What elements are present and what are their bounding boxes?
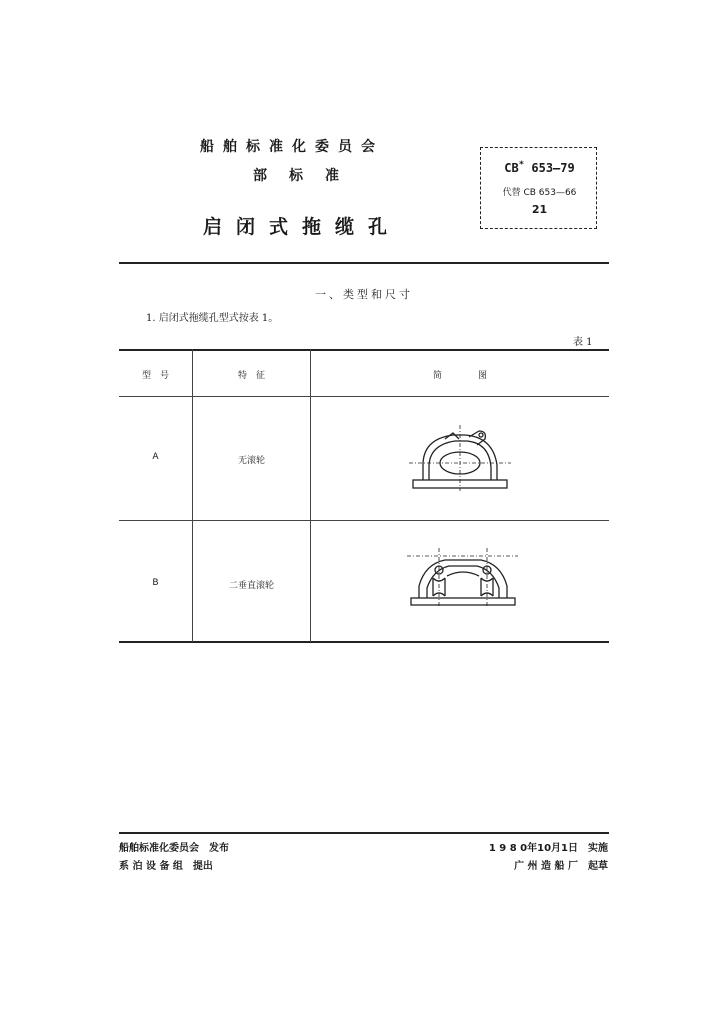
fairlead-two-vertical-rollers-icon — [405, 548, 520, 613]
fairlead-no-roller-icon — [405, 425, 515, 495]
header-rule — [119, 262, 609, 264]
clause-text: 1. 启闭式拖缆孔型式按表 1。 — [146, 313, 279, 324]
standard-code: CB* 653—79 — [504, 160, 575, 175]
table-col-divider-2 — [310, 349, 311, 642]
footer-proposer: 系 泊 设 备 组 提出 — [119, 861, 213, 872]
standard-level: 部标准 — [253, 168, 361, 184]
footer-issuer: 船舶标准化委员会 发布 — [119, 843, 229, 854]
header-type: 型 号 — [141, 371, 169, 381]
row-b-feature: 二垂直滚轮 — [228, 581, 274, 591]
footer-rule — [119, 832, 609, 834]
table-col-divider-1 — [192, 349, 193, 642]
header-diagram: 简 图 — [432, 371, 487, 381]
replaces-note: 代替 CB 653—66 — [502, 188, 577, 198]
organization-name: 船舶标准化委员会 — [200, 139, 384, 155]
page-number: 21 — [531, 203, 548, 216]
footer-drafter: 广 州 造 船 厂 起草 — [514, 861, 608, 872]
row-b-type: B — [152, 578, 159, 588]
footer-effective-date: 1 9 8 0年10月1日 实施 — [488, 843, 608, 854]
table-label: 表 1 — [573, 337, 593, 348]
header-feature: 特 征 — [237, 371, 265, 381]
standard-code-box — [480, 147, 597, 229]
row-a-type: A — [152, 452, 159, 462]
document-title: 启闭式拖缆孔 — [203, 216, 402, 238]
section-title: 一、类型和尺寸 — [315, 288, 413, 301]
row-a-feature: 无滚轮 — [237, 456, 265, 466]
